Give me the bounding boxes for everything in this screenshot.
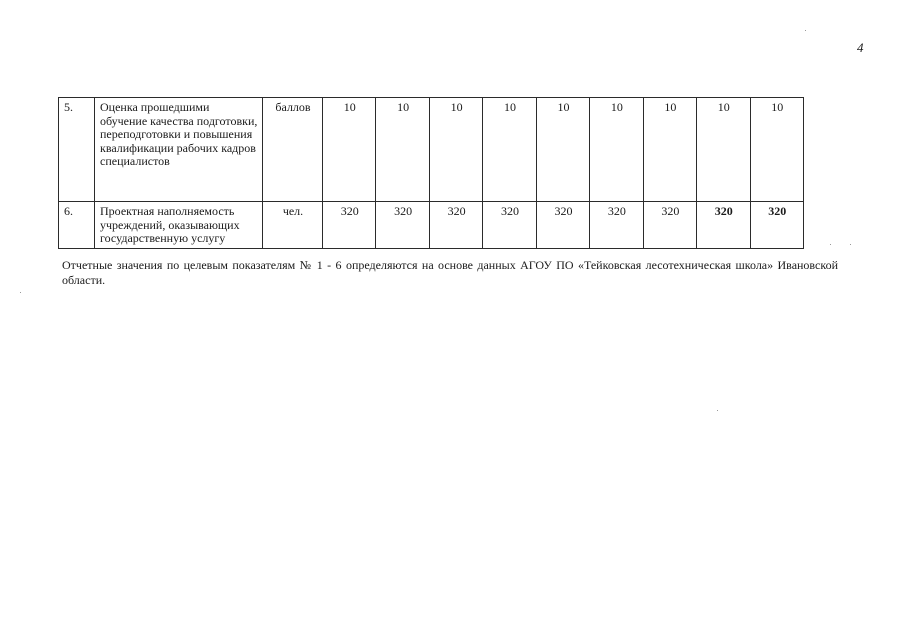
indicator-name: Проектная наполняемость учреждений, оказывающих государственную услугу	[95, 202, 263, 249]
row-number: 5.	[59, 98, 95, 202]
value-cell: 320	[483, 202, 536, 249]
page-number: 4	[857, 40, 864, 55]
value-cell: 320	[697, 202, 750, 249]
value-cell: 320	[643, 202, 696, 249]
value-cell: 10	[750, 98, 804, 202]
scan-speck	[830, 244, 831, 245]
value-cell: 10	[323, 98, 376, 202]
indicators-table	[58, 97, 804, 249]
scan-speck	[850, 244, 851, 245]
value-cell: 320	[536, 202, 589, 249]
value-cell: 320	[376, 202, 429, 249]
value-cell: 10	[429, 98, 482, 202]
indicator-name: Оценка прошедшими обучение качества подготовки, переподготовки и повышения квалификации рабочих кадров специалистов	[95, 98, 263, 202]
table-row	[59, 202, 804, 249]
value-cell: 10	[643, 98, 696, 202]
row-number: 6.	[59, 202, 95, 249]
value-cell: 10	[483, 98, 536, 202]
scan-speck	[805, 30, 806, 31]
scan-speck	[20, 292, 21, 293]
value-cell: 320	[590, 202, 643, 249]
unit-cell: баллов	[263, 98, 323, 202]
value-cell: 10	[536, 98, 589, 202]
value-cell: 320	[429, 202, 482, 249]
scan-speck	[717, 410, 718, 411]
value-cell: 320	[750, 202, 804, 249]
value-cell: 320	[323, 202, 376, 249]
unit-cell: чел.	[263, 202, 323, 249]
footnote-text: Отчетные значения по целевым показателям № 1 - 6 определяются на основе данных АГОУ ПО «Тейковская лесотехническая школа» Ивановской области.	[62, 258, 838, 287]
value-cell: 10	[697, 98, 750, 202]
value-cell: 10	[590, 98, 643, 202]
value-cell: 10	[376, 98, 429, 202]
table-row	[59, 98, 804, 202]
